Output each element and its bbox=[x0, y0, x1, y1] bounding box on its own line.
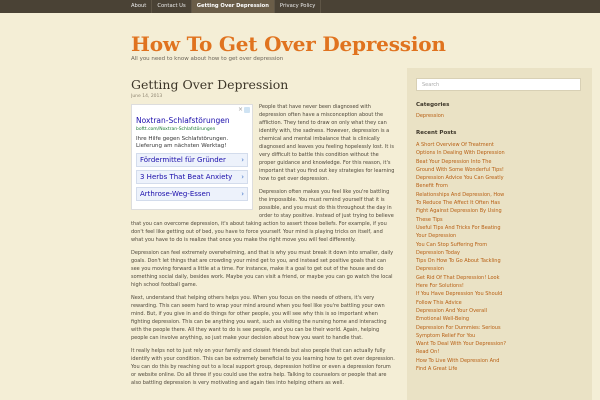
recent-post-link[interactable]: Emotional Well-Being bbox=[416, 316, 470, 323]
recent-post-link[interactable]: To Reduce The Affect It Often Has bbox=[416, 200, 500, 207]
nav-item-contact-us[interactable]: Contact Us bbox=[152, 0, 191, 13]
ad-link[interactable] bbox=[136, 187, 248, 201]
post-paragraph: Depression can feel extremely overwhelming, and that is why you must break it down into smaller, daily goals. Don't let things that are crowding your mind get to you, and instead set positive goals that can see you moving forward a little at a time. For instance, make it a goal to get out of the house and do something social daily, besides work. Maybe you can visit a friend, or maybe you can go watch the local high school football game. bbox=[131, 250, 394, 288]
recent-post-link[interactable]: Tips On How To Go About Tackling bbox=[416, 258, 501, 265]
post-paragraph: Next, understand that helping others helps you. When you focus on the needs of others, it's very rewarding. This can seem hard to wrap your mind around when you feel like you're battling your own mind. But, if you give in and do things for other people, you will see why this is so important when fighting depression. This can be anything you want, such as visiting the nursing home and interacting with the people there. All they want to do is see people, and you can be their world. Again, helping people can involve anything, so just make your decision about how you want to handle that. bbox=[131, 295, 387, 341]
ad-choices-icon[interactable] bbox=[244, 107, 250, 113]
top-navigation-bar bbox=[0, 0, 600, 13]
close-icon[interactable]: × bbox=[237, 106, 243, 113]
recent-post-link[interactable]: Benefit From bbox=[416, 183, 448, 190]
recent-post-link[interactable]: Ground With Some Wonderful Tips! bbox=[416, 166, 504, 173]
site-header bbox=[131, 33, 591, 62]
recent-post-link[interactable]: You Can Stop Suffering From bbox=[416, 241, 488, 248]
ad-link-label: Fördermittel für Gründer bbox=[140, 156, 226, 164]
post-paragraph: Depression often makes you feel like you're battling the impossible. You must remind yourself that it is possible, and you must do this throughout the day in order to stay positive. Instead of just trying to believe that you can overcome depression, it's about taking action to assert those beliefs. For example, if you don't feel like getting out of bed, you have to force yourself. Your mind is playing tricks on itself, and what you have to do is realize that once you make the right move you will feel differently. bbox=[131, 189, 394, 243]
recent-post-link[interactable]: Symptom Relief For You bbox=[416, 332, 476, 339]
site-tagline: All you need to know about how to get over depression bbox=[131, 56, 284, 62]
post-paragraph: It really helps not to just rely on your family and closest friends but also people that can actually fully identify with your condition. This can be extremely beneficial to you learning how to get over depression. You can do this by reaching out to a local support group, depression hotline or even a depression forum or website online. Do all three if you could use the extra help. Talking to counselors or people that are also battling depression is very motivating and again ties into helping others as well. bbox=[131, 348, 395, 386]
recent-post-link[interactable]: Beat Your Depression Into The bbox=[416, 158, 492, 165]
recent-post-link[interactable]: Useful Tips And Tricks For Beating bbox=[416, 224, 501, 231]
ad-url[interactable]: boftt.com/Noxtran-Schlafstörungen bbox=[136, 127, 216, 132]
recent-post-link[interactable]: Get Rid Of That Depression! Look bbox=[416, 274, 500, 281]
nav-item-privacy-policy[interactable]: Privacy Policy bbox=[275, 0, 321, 13]
recent-posts-list bbox=[416, 141, 583, 373]
post-content bbox=[131, 103, 396, 387]
search-input[interactable]: Search bbox=[416, 78, 581, 91]
recent-post-link[interactable]: Your Depression bbox=[416, 233, 457, 240]
post-date[interactable]: June 14, 2013 bbox=[131, 94, 163, 99]
recent-posts-heading: Recent Posts bbox=[416, 130, 457, 136]
ad-link[interactable] bbox=[136, 153, 248, 167]
recent-post-link[interactable]: Want To Deal With Your Depression? bbox=[416, 341, 507, 348]
recent-post-link[interactable]: Here For Solutions! bbox=[416, 283, 464, 290]
sidebar bbox=[407, 68, 592, 400]
recent-post-link[interactable]: Depression bbox=[416, 266, 444, 273]
ad-headline[interactable]: Noxtran-Schlafstörungen bbox=[136, 116, 230, 125]
ad-unit[interactable] bbox=[131, 104, 253, 210]
chevron-right-icon: › bbox=[241, 156, 244, 164]
nav-item-getting-over-depression[interactable]: Getting Over Depression bbox=[192, 0, 275, 13]
chevron-right-icon: › bbox=[241, 190, 244, 198]
recent-post-link[interactable]: How To Live With Depression And bbox=[416, 357, 500, 364]
recent-post-link[interactable]: Options In Dealing With Depression bbox=[416, 150, 505, 157]
ad-description: Ihre Hilfe gegen Schlafstörungen. Lieferung am nächsten Werktag! bbox=[136, 136, 229, 149]
recent-post-link[interactable]: A Short Overview Of Treatment bbox=[416, 142, 494, 148]
recent-post-link[interactable]: Follow This Advice bbox=[416, 299, 462, 306]
recent-post-link[interactable]: These Tips bbox=[416, 216, 443, 223]
chevron-right-icon: › bbox=[241, 173, 244, 181]
nav-menu bbox=[126, 0, 600, 13]
recent-post-link[interactable]: If You Have Depression You Should bbox=[416, 291, 503, 298]
ad-link-label: Arthrose-Weg-Essen bbox=[140, 190, 211, 198]
nav-item-about[interactable]: About bbox=[126, 0, 152, 13]
recent-post-link[interactable]: Depression And Your Overall bbox=[416, 307, 488, 314]
recent-post-link[interactable]: Depression Today bbox=[416, 249, 460, 256]
recent-post-link[interactable]: Fight Against Depression By Using bbox=[416, 208, 502, 215]
site-title[interactable]: How To Get Over Depression bbox=[131, 32, 446, 56]
main-content bbox=[131, 78, 396, 400]
recent-post-link[interactable]: Read On! bbox=[416, 349, 440, 356]
post-title: Getting Over Depression bbox=[131, 78, 289, 92]
recent-post-link[interactable]: Relationships And Depression, How bbox=[416, 191, 505, 198]
post-paragraph: People that have never been diagnosed with depression often have a misconception about the affliction. They tend to draw on only what they can identify with, the sadness. However, depression is a chemical and mental imbalance that is clinically diagnosed and leaves you feeling hopelessly lost. It is very difficult to battle this condition without the proper guidance and knowledge. For this reason, it's important that you find out key strategies for learning how to get over depression. bbox=[259, 104, 395, 182]
categories-heading: Categories bbox=[416, 102, 450, 108]
ad-link-label: 3 Herbs That Beat Anxiety bbox=[140, 173, 233, 181]
recent-post-link[interactable]: Depression Advice You Can Greatly bbox=[416, 175, 504, 182]
ad-link[interactable] bbox=[136, 170, 248, 184]
recent-post-link[interactable]: Depression For Dummies: Serious bbox=[416, 324, 501, 331]
recent-post-link[interactable]: Find A Great Life bbox=[416, 366, 458, 373]
category-link-depression[interactable]: Depression bbox=[416, 113, 444, 119]
